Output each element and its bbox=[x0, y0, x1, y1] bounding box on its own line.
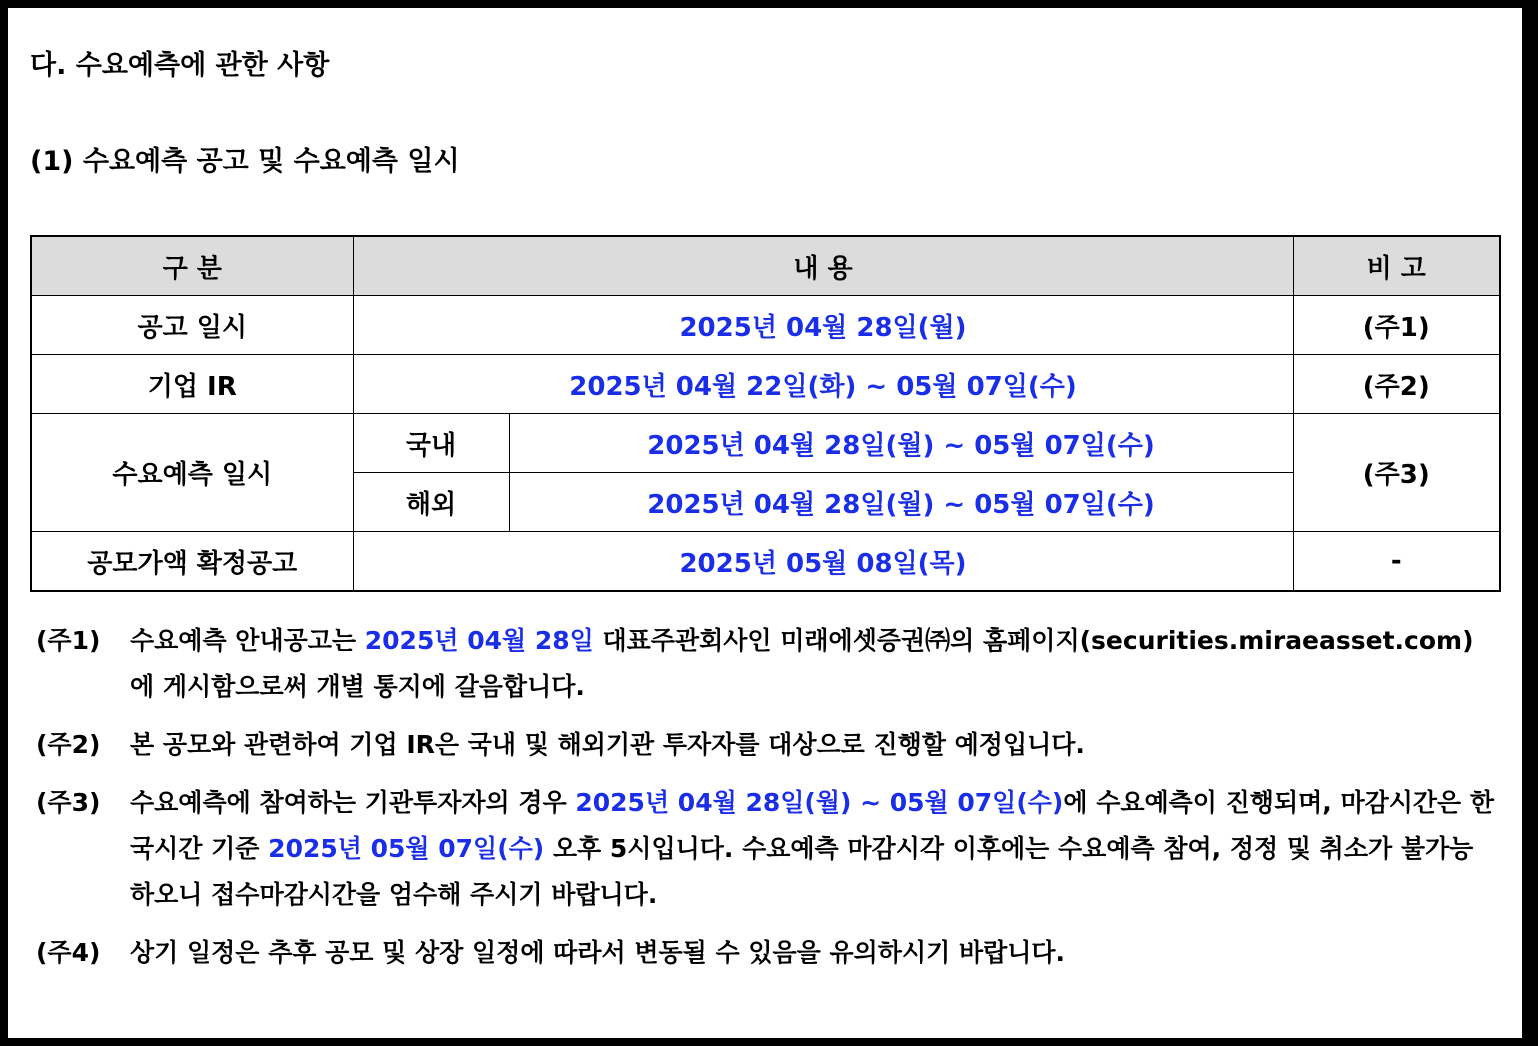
header-category: 구 분 bbox=[31, 236, 353, 296]
announcement-value: 2025년 04월 28일(월) bbox=[353, 296, 1293, 355]
note-3-label: (주3) bbox=[36, 788, 101, 817]
forecast-domestic-value: 2025년 04월 28일(월) ~ 05월 07일(수) bbox=[509, 414, 1293, 473]
table-row-announcement bbox=[31, 296, 1500, 355]
price-value: 2025년 05월 08일(목) bbox=[353, 532, 1293, 592]
announcement-remark: (주1) bbox=[1293, 296, 1500, 355]
announcement-label: 공고 일시 bbox=[31, 296, 353, 355]
note-3-highlight-deadline: 2025년 05월 07일(수) bbox=[268, 834, 545, 863]
forecast-overseas-label: 해외 bbox=[353, 473, 509, 532]
ir-remark: (주2) bbox=[1293, 355, 1500, 414]
note-3-text-part: 에 수요예측이 진행되며, 마감시간은 한국시간 기준 bbox=[130, 788, 1495, 863]
note-3 bbox=[36, 780, 1496, 918]
price-label: 공모가액 확정공고 bbox=[31, 532, 353, 592]
forecast-domestic-label: 국내 bbox=[353, 414, 509, 473]
table-row-price bbox=[31, 532, 1500, 592]
forecast-overseas-value: 2025년 04월 28일(월) ~ 05월 07일(수) bbox=[509, 473, 1293, 532]
note-3-text-part: 수요예측에 참여하는 기관투자자의 경우 bbox=[130, 788, 576, 817]
header-remark: 비 고 bbox=[1293, 236, 1500, 296]
note-3-text bbox=[130, 780, 1496, 918]
table-header-row bbox=[31, 236, 1500, 296]
note-2-text: 본 공모와 관련하여 기업 IR은 국내 및 해외기관 투자자를 대상으로 진행할 예정입니다. bbox=[130, 730, 1085, 759]
table-row-forecast-domestic bbox=[31, 414, 1500, 473]
table-row-ir bbox=[31, 355, 1500, 414]
note-4-text: 상기 일정은 추후 공모 및 상장 일정에 따라서 변동될 수 있음을 유의하시기 바랍니다. bbox=[130, 938, 1066, 967]
note-1 bbox=[36, 618, 1496, 710]
note-2 bbox=[36, 722, 1496, 768]
forecast-remark: (주3) bbox=[1293, 414, 1500, 532]
note-1-text-part: 대표주관회사인 미래에셋증권㈜의 홈페이지(securities.miraeasset.com)에 게시함으로써 개별 통지에 갈음합니다. bbox=[130, 626, 1474, 701]
note-3-highlight-period: 2025년 04월 28일(월) ~ 05월 07일(수) bbox=[575, 788, 1064, 817]
forecast-label: 수요예측 일시 bbox=[31, 414, 353, 532]
notes-list bbox=[36, 618, 1496, 988]
header-content: 내 용 bbox=[353, 236, 1293, 296]
subsection-title: (1) 수요예측 공고 및 수요예측 일시 bbox=[30, 146, 460, 177]
ir-label: 기업 IR bbox=[31, 355, 353, 414]
price-remark: - bbox=[1293, 532, 1500, 592]
ir-value: 2025년 04월 22일(화) ~ 05월 07일(수) bbox=[353, 355, 1293, 414]
note-2-label: (주2) bbox=[36, 730, 101, 759]
note-1-text-part: 수요예측 안내공고는 bbox=[130, 626, 365, 655]
note-3-text-part: 오후 5시입니다. 수요예측 마감시각 이후에는 수요예측 참여, 정정 및 취소가 불가능하오니 접수마감시간을 엄수해 주시기 바랍니다. bbox=[130, 834, 1474, 909]
document-page bbox=[8, 8, 1522, 1038]
note-4 bbox=[36, 930, 1496, 976]
note-4-label: (주4) bbox=[36, 938, 101, 967]
schedule-table bbox=[30, 235, 1501, 592]
note-1-highlight: 2025년 04월 28일 bbox=[364, 626, 594, 655]
section-title: 다. 수요예측에 관한 사항 bbox=[30, 50, 330, 81]
note-1-text bbox=[130, 618, 1496, 710]
note-1-label: (주1) bbox=[36, 626, 101, 655]
